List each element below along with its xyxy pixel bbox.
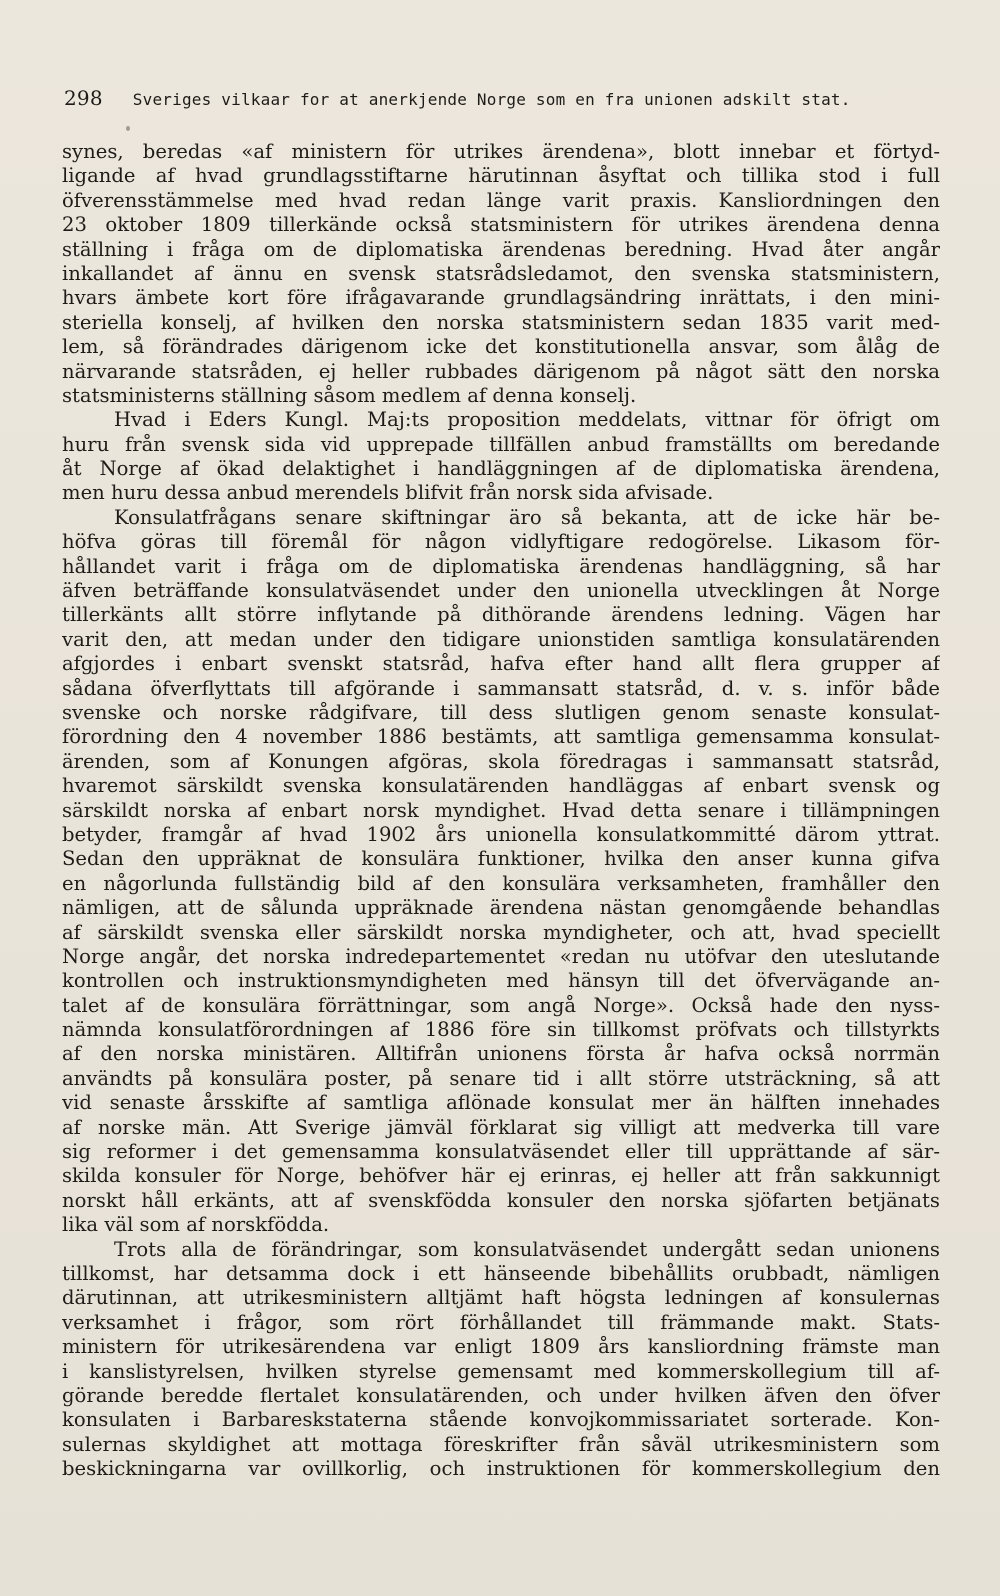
text-line: afgjordes i enbart svenskt statsråd, hafva efter hand allt flera grupper af	[62, 652, 940, 676]
text-line: steriella konselj, af hvilken den norska statsministern sedan 1835 varit med-	[62, 310, 940, 334]
text-line: görande beredde flertalet konsulatärenden, och under hvilken äfven den öfver	[62, 1383, 940, 1407]
text-line: sulernas skyldighet att mottaga föreskrifter från såväl utrikesministern som	[62, 1432, 940, 1456]
text-line: af särskildt svenska eller särskildt norska myndigheter, och att, hvad speciellt	[62, 920, 940, 944]
text-line: huru från svensk sida vid upprepade tillfällen anbud framställts om beredande	[62, 432, 940, 456]
text-line: nämligen, att de sålunda uppräknade ärendena nästan genomgående behandlas	[62, 896, 940, 920]
text-line: kontrollen och instruktionsmyndigheten med hänsyn till det öfvervägande an-	[62, 969, 940, 993]
text-line: varit den, att medan under den tidigare unionstiden samtliga konsulatärenden	[62, 627, 940, 651]
text-line: tillerkänts allt större inflytande på dithörande ärendens ledning. Vägen har	[62, 603, 940, 627]
text-line: ställning i fråga om de diplomatiska ärendenas beredning. Hvad åter angår	[62, 237, 940, 261]
text-line: Hvad i Eders Kungl. Maj:ts proposition meddelats, vittnar för öfrigt om	[114, 408, 940, 432]
text-line: talet af de konsulära förrättningar, som angå Norge». Också hade den nyss-	[62, 993, 940, 1017]
text-line: Trots alla de förändringar, som konsulatväsendet undergått sedan unionens	[114, 1237, 940, 1261]
text-line: i kanslistyrelsen, hvilken styrelse gemensamt med kommerskollegium till af-	[62, 1359, 940, 1383]
text-line: en någorlunda fullständig bild af den konsulära verksamheten, framhåller den	[62, 871, 940, 895]
ink-speck	[126, 126, 130, 131]
text-line: inkallandet af ännu en svensk statsrådsledamot, den svenska statsministern,	[62, 261, 940, 285]
text-line: men huru dessa anbud merendels blifvit från norsk sida afvisade.	[62, 481, 714, 505]
text-line: konsulaten i Barbareskstaterna stående konvojkommissariatet sorterade. Kon-	[62, 1408, 940, 1432]
text-line: af den norska ministären. Alltifrån unionens första år hafva också norrmän	[62, 1042, 940, 1066]
text-line: Sedan den uppräknat de konsulära funktioner, hvilka den anser kunna gifva	[62, 847, 940, 871]
text-line: därutinnan, att utrikesministern alltjämt haft högsta ledningen af konsulernas	[62, 1286, 940, 1310]
text-line: vid senaste årsskifte af samtliga aflönade konsulat mer än hälften innehades	[62, 1091, 940, 1115]
text-line: hvaremot särskildt svenska konsulatärenden handläggas af enbart svensk og	[62, 774, 940, 798]
text-line: sådana öfverflyttats till afgörande i sammansatt statsråd, d. v. s. inför både	[62, 676, 940, 700]
text-line: lem, så förändrades därigenom icke det konstitutionella ansvar, som ålåg de	[62, 335, 940, 359]
body-text	[62, 140, 940, 1481]
text-line: äfven beträffande konsulatväsendet under den unionella utvecklingen åt Norge	[62, 579, 940, 603]
text-line: tillkomst, har detsamma dock i ett hänseende bibehållits orubbadt, nämligen	[62, 1261, 940, 1285]
text-line: ministern för utrikesärendena var enligt 1809 års kansliordning främste man	[62, 1335, 940, 1359]
text-line: synes, beredas «af ministern för utrikes ärendena», blott innebar et förtyd-	[62, 140, 940, 163]
text-line: svenske och norske rådgifvare, till dess slutligen genom senaste konsulat-	[62, 700, 940, 724]
text-line: statsministerns ställning såsom medlem af denna konselj.	[62, 383, 637, 407]
running-title: Sveriges vilkaar for at anerkjende Norge som en fra unionen adskilt stat.	[132, 90, 851, 109]
text-line: Norge angår, det norska indredepartementet «redan nu utöfvar den uteslutande	[62, 944, 940, 968]
text-line: norskt håll erkänts, att af svenskfödda konsuler den norska sjöfarten betjänats	[62, 1188, 940, 1212]
text-line: lika väl som af norskfödda.	[62, 1213, 330, 1237]
text-line: nämnda konsulatförordningen af 1886 före sin tillkomst pröfvats och tillstyrkts	[62, 1018, 940, 1042]
text-line: hållandet varit i fråga om de diplomatiska ärendenas handläggning, så har	[62, 554, 940, 578]
text-line: hvars ämbete kort före ifrågavarande grundlagsändring inrättats, i den mini-	[62, 286, 940, 310]
running-header	[64, 86, 944, 112]
text-line: ärenden, som af Konungen afgöras, skola föredragas i sammansatt statsråd,	[62, 749, 940, 773]
text-line: höfva göras till föremål för någon vidlyftigare redogörelse. Likasom för-	[62, 530, 940, 554]
text-line: beskickningarna var ovillkorlig, och instruktionen för kommerskollegium den	[62, 1457, 940, 1481]
text-line: 23 oktober 1809 tillerkände också statsministern för utrikes ärendena denna	[62, 213, 940, 237]
text-line: öfverensstämmelse med hvad redan länge varit praxis. Kansliordningen den	[62, 188, 940, 212]
text-line: förordning den 4 november 1886 bestämts, att samtliga gemensamma konsulat-	[62, 725, 940, 749]
text-line: skilda konsuler för Norge, behöfver här ej erinras, ej heller att från sakkunnigt	[62, 1164, 940, 1188]
text-line: åt Norge af ökad delaktighet i handläggningen af de diplomatiska ärendena,	[62, 457, 940, 481]
page-number: 298	[64, 86, 103, 110]
text-line: särskildt norska af enbart norsk myndighet. Hvad detta senare i tillämpningen	[62, 798, 940, 822]
text-line: ligande af hvad grundlagsstiftarne härutinnan åsyftat och tillika stod i full	[62, 164, 940, 188]
text-line: verksamhet i frågor, som rört förhållandet till främmande makt. Stats-	[62, 1310, 940, 1334]
text-line: af norske män. Att Sverige jämväl förklarat sig villigt att medverka till vare	[62, 1115, 940, 1139]
text-line: sig reformer i det gemensamma konsulatväsendet eller till upprättande af sär-	[62, 1140, 940, 1164]
text-line: Konsulatfrågans senare skiftningar äro så bekanta, att de icke här be-	[114, 505, 940, 529]
text-line: närvarande statsråden, ej heller rubbades därigenom på något sätt den norska	[62, 359, 940, 383]
text-line: betyder, framgår af hvad 1902 års unionella konsulatkommitté därom yttrat.	[62, 822, 940, 846]
text-line: användts på konsulära poster, på senare tid i allt större utsträckning, så att	[62, 1066, 940, 1090]
